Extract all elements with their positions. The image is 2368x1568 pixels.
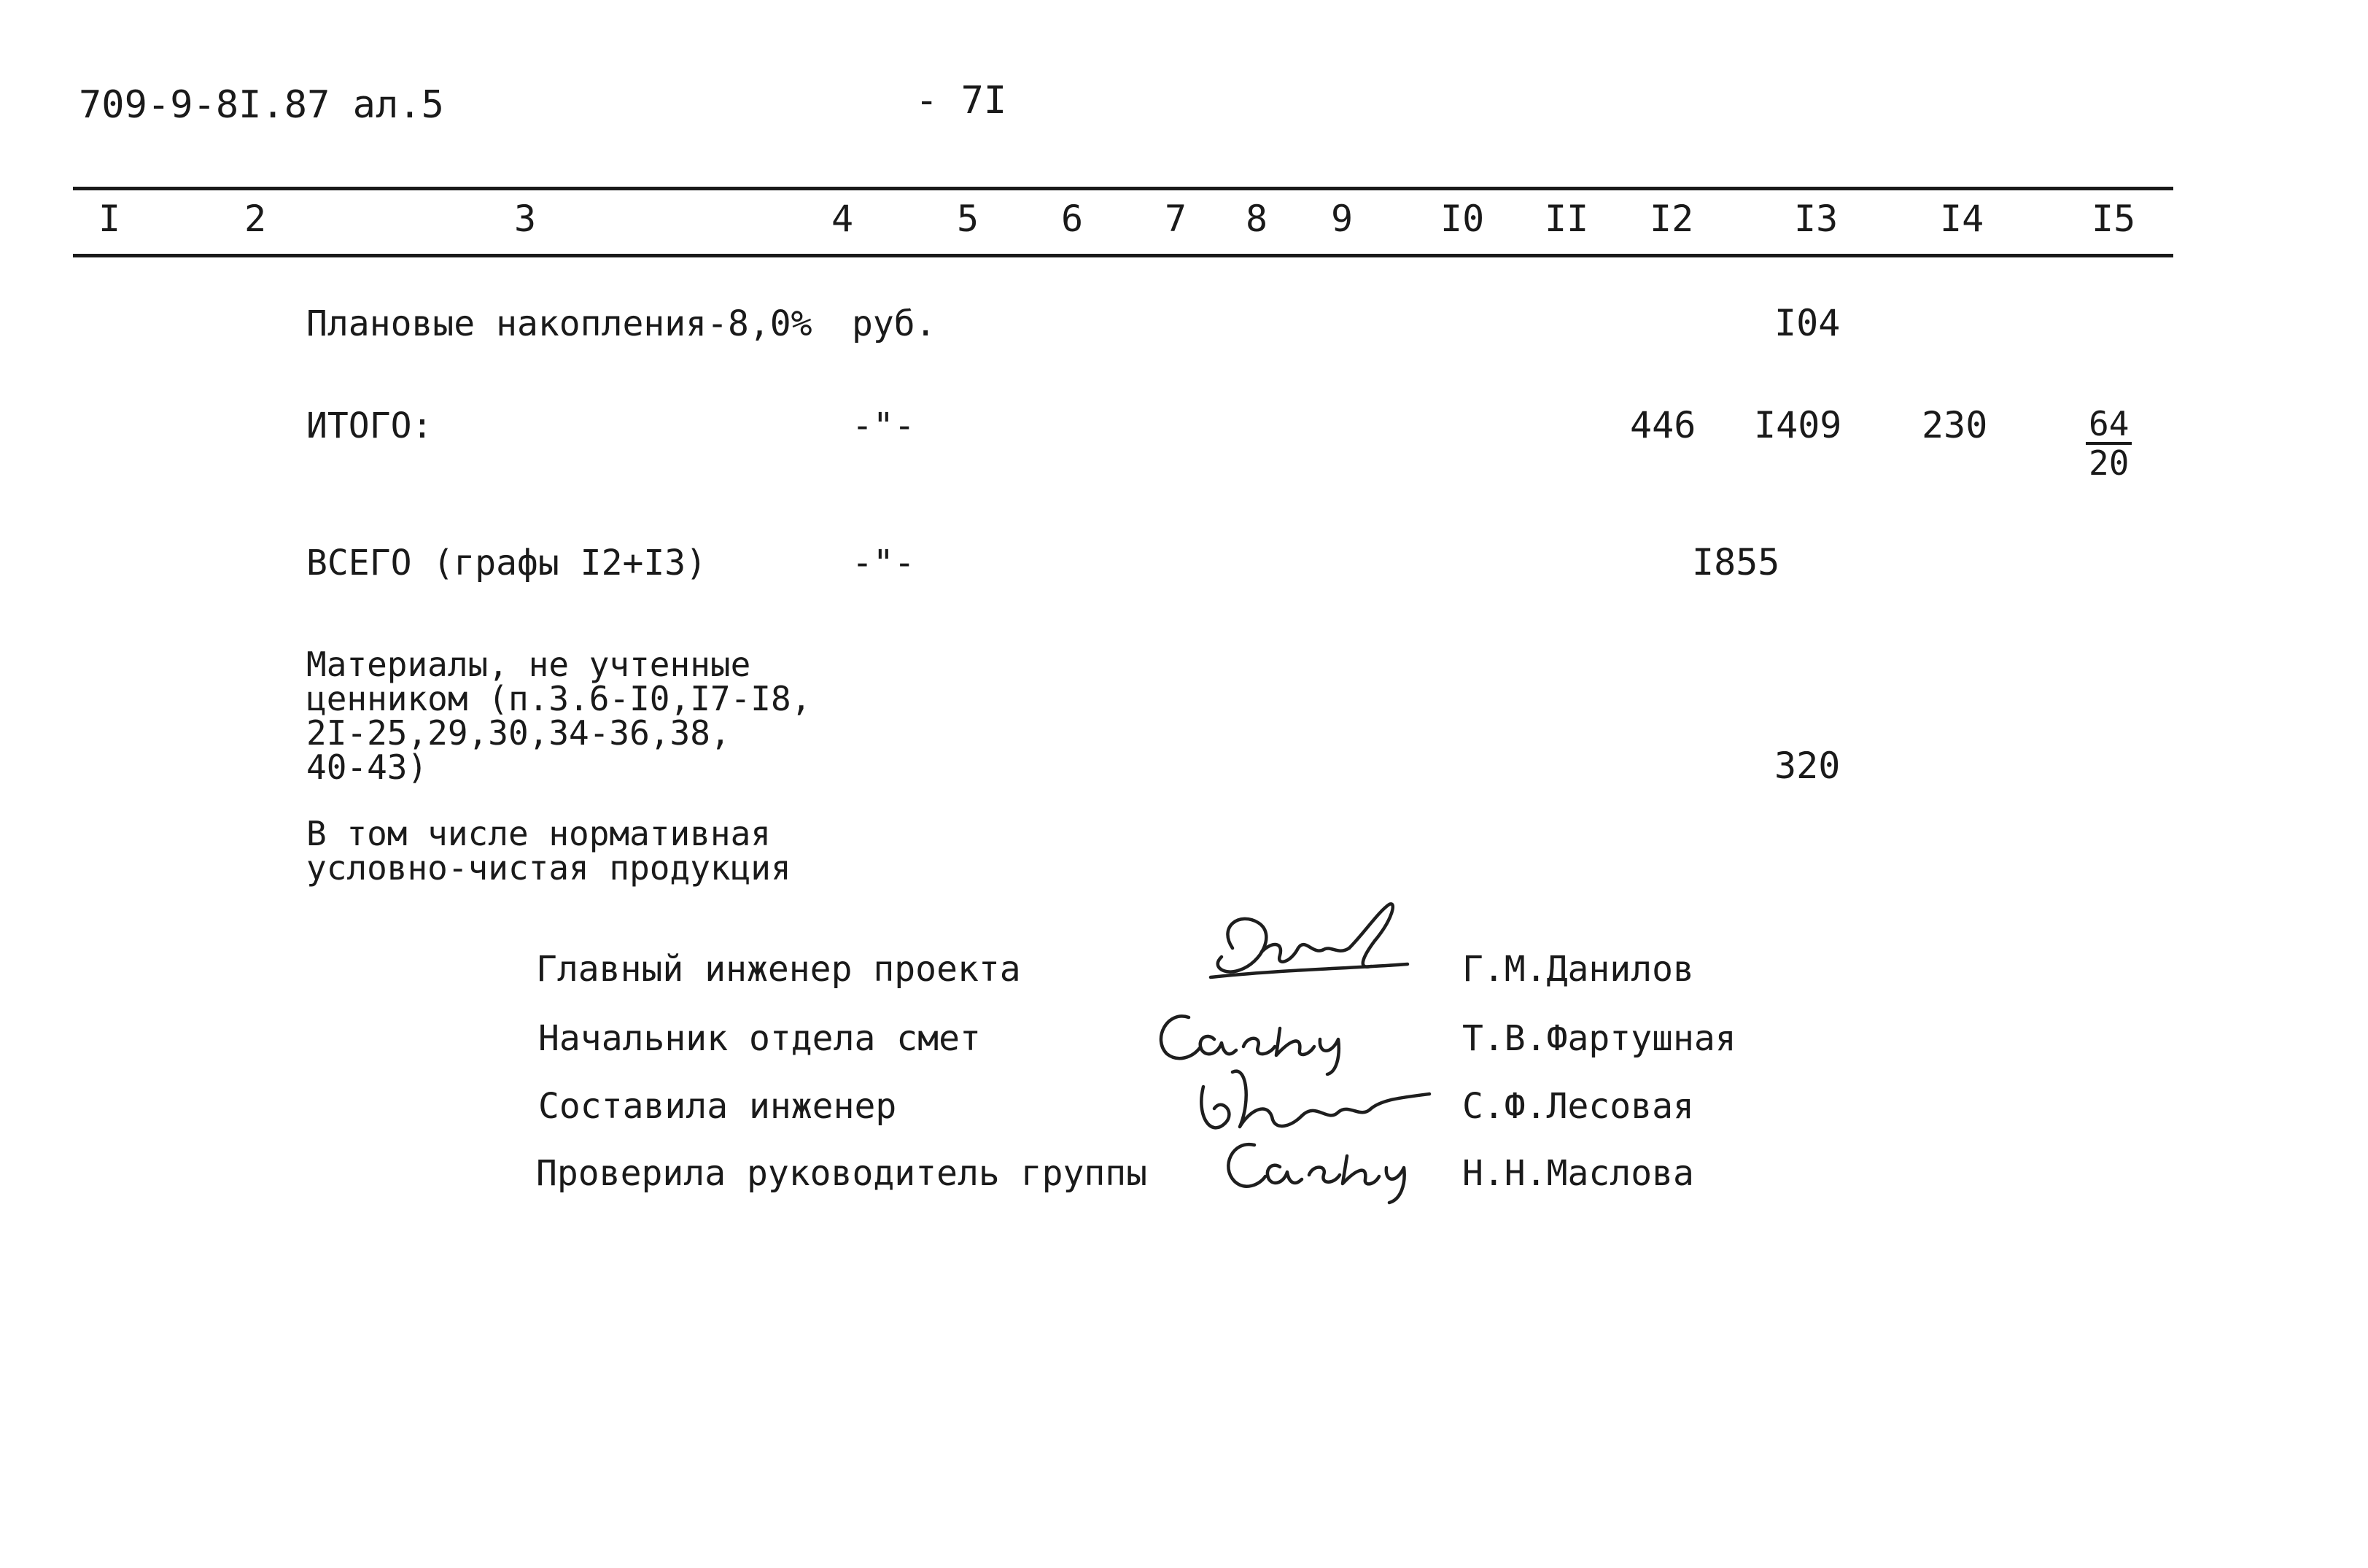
column-number: I3	[1794, 198, 1839, 240]
itogo-col12: 446	[1630, 404, 1696, 446]
itogo-col14: 230	[1922, 404, 1988, 446]
signature-name: Н.Н.Маслова	[1462, 1153, 1694, 1194]
column-number: I	[98, 198, 121, 240]
table-header-rule	[73, 254, 2173, 257]
itogo-col15-fraction	[2086, 404, 2132, 483]
column-number: 8	[1246, 198, 1268, 240]
signature-role: Проверила руководитель группы	[536, 1153, 1148, 1194]
handwritten-signature	[1189, 897, 1437, 992]
column-number: 7	[1165, 198, 1187, 240]
signature-role: Главный инженер проекта	[536, 949, 1021, 990]
signature-name: Т.В.Фартушная	[1462, 1018, 1736, 1059]
planned-accumulations-label: Плановые накопления-8,0%	[306, 303, 812, 344]
column-number: 9	[1331, 198, 1354, 240]
table-top-rule	[73, 187, 2173, 190]
vsego-total: I855	[1692, 541, 1780, 583]
column-number: I4	[1940, 198, 1984, 240]
signature-name: Г.М.Данилов	[1462, 949, 1694, 990]
column-number: 3	[514, 198, 537, 240]
planned-accumulations-col13: I04	[1774, 302, 1841, 344]
column-number: 4	[831, 198, 854, 240]
handwritten-signature	[1214, 1127, 1433, 1207]
itogo-col13: I409	[1754, 404, 1842, 446]
signature-role: Составила инженер	[538, 1086, 897, 1127]
column-number: 2	[244, 198, 267, 240]
materials-col13: 320	[1774, 745, 1841, 787]
column-number: 5	[957, 198, 979, 240]
materials-label: Материалы, не учтенные ценником (п.3.6-I0,I7-I8, 2I-25,29,30,34-36,38, 40-43)	[306, 645, 812, 787]
signature-name: С.Ф.Лесовая	[1462, 1086, 1694, 1127]
normative-product-label: В том числе нормативная условно-чистая продукция	[306, 814, 791, 888]
page-number: - 7I	[915, 79, 1007, 123]
itogo-unit: -"-	[852, 405, 915, 446]
planned-accumulations-unit: руб.	[852, 303, 936, 344]
column-number: I0	[1440, 198, 1485, 240]
column-number: II	[1545, 198, 1589, 240]
itogo-label: ИТОГО:	[306, 405, 433, 446]
column-number: I5	[2092, 198, 2136, 240]
column-number: I2	[1650, 198, 1694, 240]
vsego-label: ВСЕГО (графы I2+I3)	[306, 543, 707, 583]
signature-role: Начальник отдела смет	[538, 1018, 981, 1059]
itogo-col15-bottom: 20	[2089, 443, 2130, 483]
document-code: 709-9-8I.87 ал.5	[79, 83, 444, 127]
itogo-col15-top: 64	[2086, 407, 2132, 445]
column-number: 6	[1061, 198, 1084, 240]
vsego-unit: -"-	[852, 543, 915, 583]
